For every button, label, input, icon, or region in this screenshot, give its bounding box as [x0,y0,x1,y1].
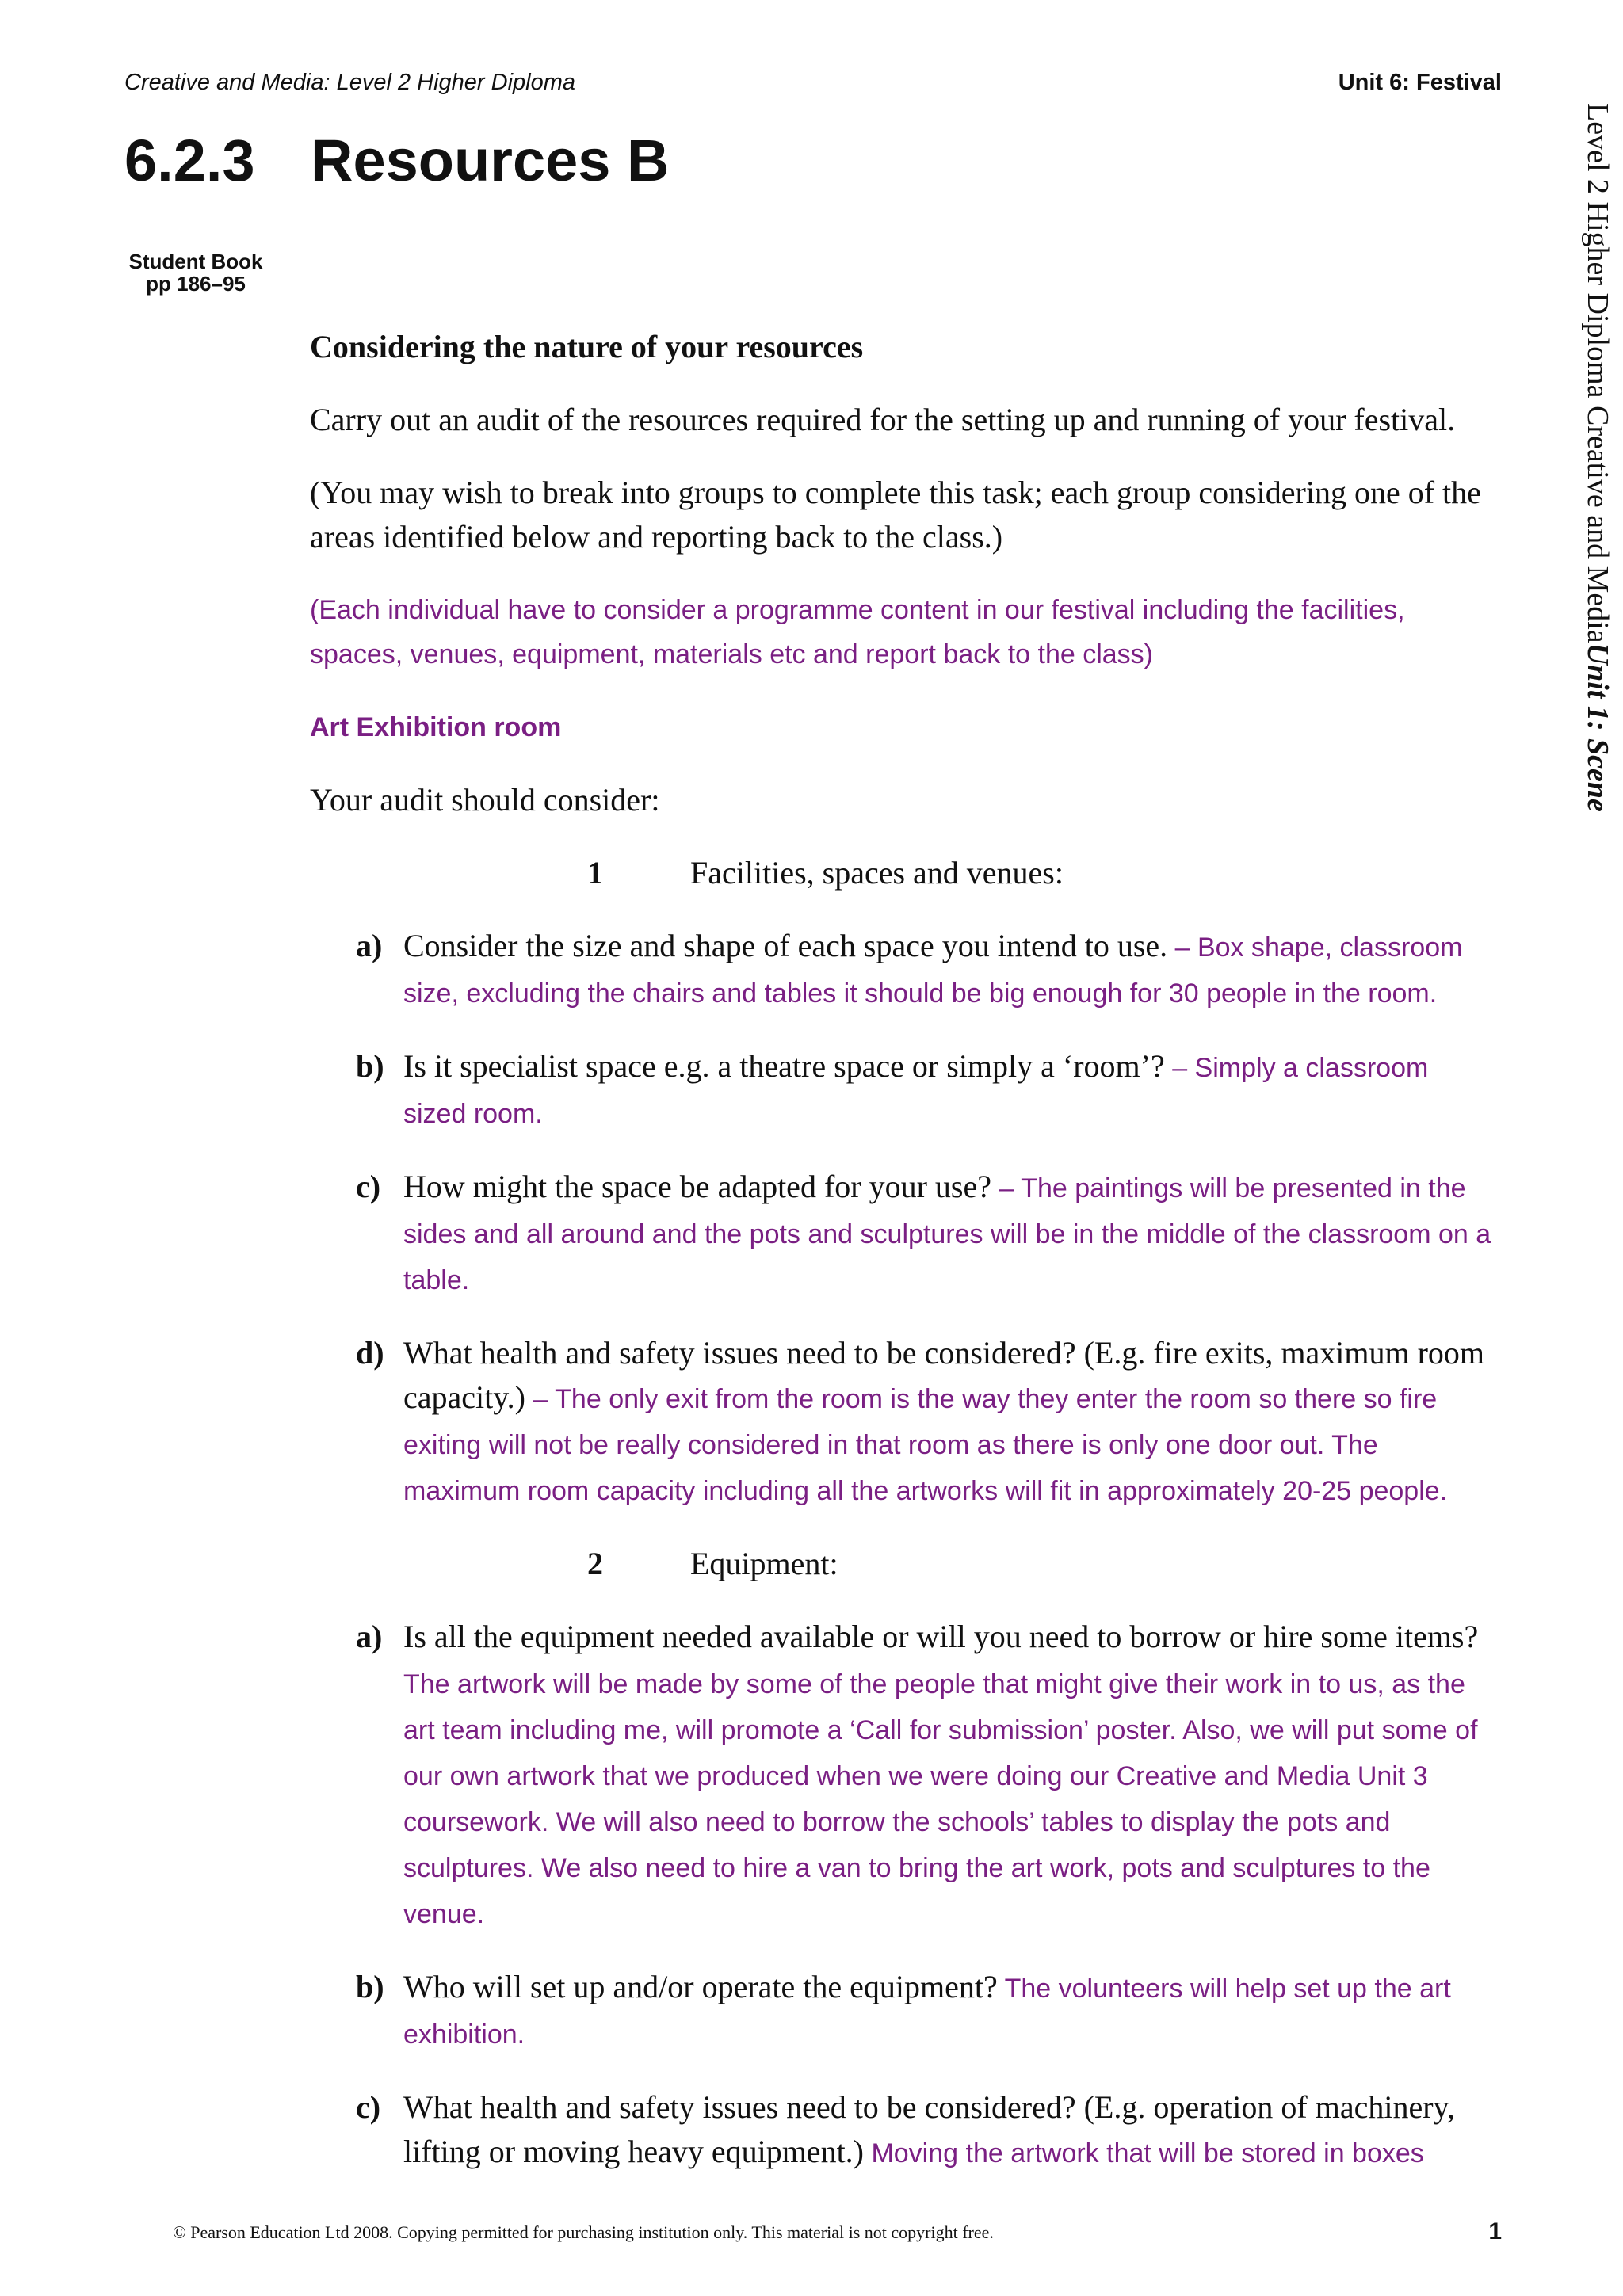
section-1-title: Facilities, spaces and venues: [690,855,1064,891]
item-answer: – The only exit from the room is the way they enter the room so there so fire exiting will not be really considered in that room as there is only one door out. The maximum room capacity including all the artworks will fit in approximately 20-25 people. [403,1384,1448,1506]
item-answer: The artwork will be made by some of the people that might give their work in to us, as the art team including me, will promote a ‘Call for submission’ poster. Also, we will put some of our own artwork that we produced when we were doing our Creative and Media Unit 3 coursework. We will also need to borrow the schools’ tables to display the pots and sculptures. We also need to hire a van to bring the art work, pots and sculptures to the venue. [403,1669,1478,1929]
section-1-number: 1 [587,855,603,891]
main-content [310,325,1499,2204]
section-2-title: Equipment: [690,1546,838,1581]
footer-copyright: © Pearson Education Ltd 2008. Copying permitted for purchasing institution only. This material is not copyright free. [173,2222,994,2242]
item-label: b) [356,1969,384,2004]
item-answer: Moving the artwork that will be stored in boxes [864,2138,1424,2168]
section-number: 6.2.3 [124,128,255,193]
answer-title: Art Exhibition room [310,712,562,742]
side-text-unit: Unit 1: Scene [1581,643,1614,812]
intro-paragraph: Carry out an audit of the resources required for the setting up and running of your festival. [310,402,1456,437]
student-book-label: Student Book [128,250,263,273]
item-label: d) [356,1335,384,1371]
header-course-title: Creative and Media: Level 2 Higher Diploma [124,70,576,95]
item-question: How might the space be adapted for your use? [403,1169,991,1204]
item-answer: – The paintings will be presented in the sides and all around and the pots and sculptures will be in the middle of the classroom on a table. [403,1173,1491,1295]
item-question: Is it specialist space e.g. a theatre space or simply a ‘room’? [403,1048,1165,1084]
list-item [310,1044,1499,1136]
page-number: 1 [1488,2218,1502,2245]
item-label: c) [356,1169,381,1204]
groups-note: (You may wish to break into groups to complete this task; each group considering one of the areas identified below and reporting back to the class.) [310,475,1481,555]
item-question: What health and safety issues need to be considered? (E.g. operation of machinery, lifting or moving heavy equipment.) [403,2089,1455,2169]
item-label: a) [356,1619,383,1654]
list-item [310,2085,1499,2176]
item-answer: – Simply a classroom sized room. [403,1053,1429,1129]
list-item [310,1965,1499,2057]
answer-note: (Each individual have to consider a programme content in our festival including the facilities, spaces, venues, equipment, materials etc and report back to the class) [310,595,1405,669]
section-1-heading [310,851,1499,895]
list-item [310,1165,1499,1302]
section-2-number: 2 [587,1546,603,1581]
item-label: b) [356,1048,384,1084]
header-unit-title: Unit 6: Festival [1338,70,1502,95]
item-question: What health and safety issues need to be considered? (E.g. fire exits, maximum room capacity.) [403,1335,1485,1415]
section-title-text: Resources B [311,128,670,193]
content-heading: Considering the nature of your resources [310,329,864,364]
student-book-pages: pp 186–95 [146,272,246,296]
item-question: Is all the equipment needed available or will you need to borrow or hire some items? [403,1619,1479,1654]
list-item [310,924,1499,1016]
item-label: c) [356,2089,381,2125]
list-item [310,1331,1499,1513]
section-2-heading [310,1542,1499,1586]
item-question: Consider the size and shape of each space you intend to use. [403,928,1168,963]
page-title [124,127,669,194]
side-margin-text [1580,103,1615,812]
side-text-diploma: Level 2 Higher Diploma Creative and Media [1581,103,1614,643]
student-book-reference [124,250,267,295]
item-question: Who will set up and/or operate the equipment? [403,1969,998,2004]
item-answer: – Box shape, classroom size, excluding the chairs and tables it should be big enough for 30 people in the room. [403,933,1463,1009]
list-item [310,1615,1499,1936]
item-answer: The volunteers will help set up the art exhibition. [403,1974,1451,2050]
item-label: a) [356,928,383,963]
audit-intro: Your audit should consider: [310,782,660,818]
